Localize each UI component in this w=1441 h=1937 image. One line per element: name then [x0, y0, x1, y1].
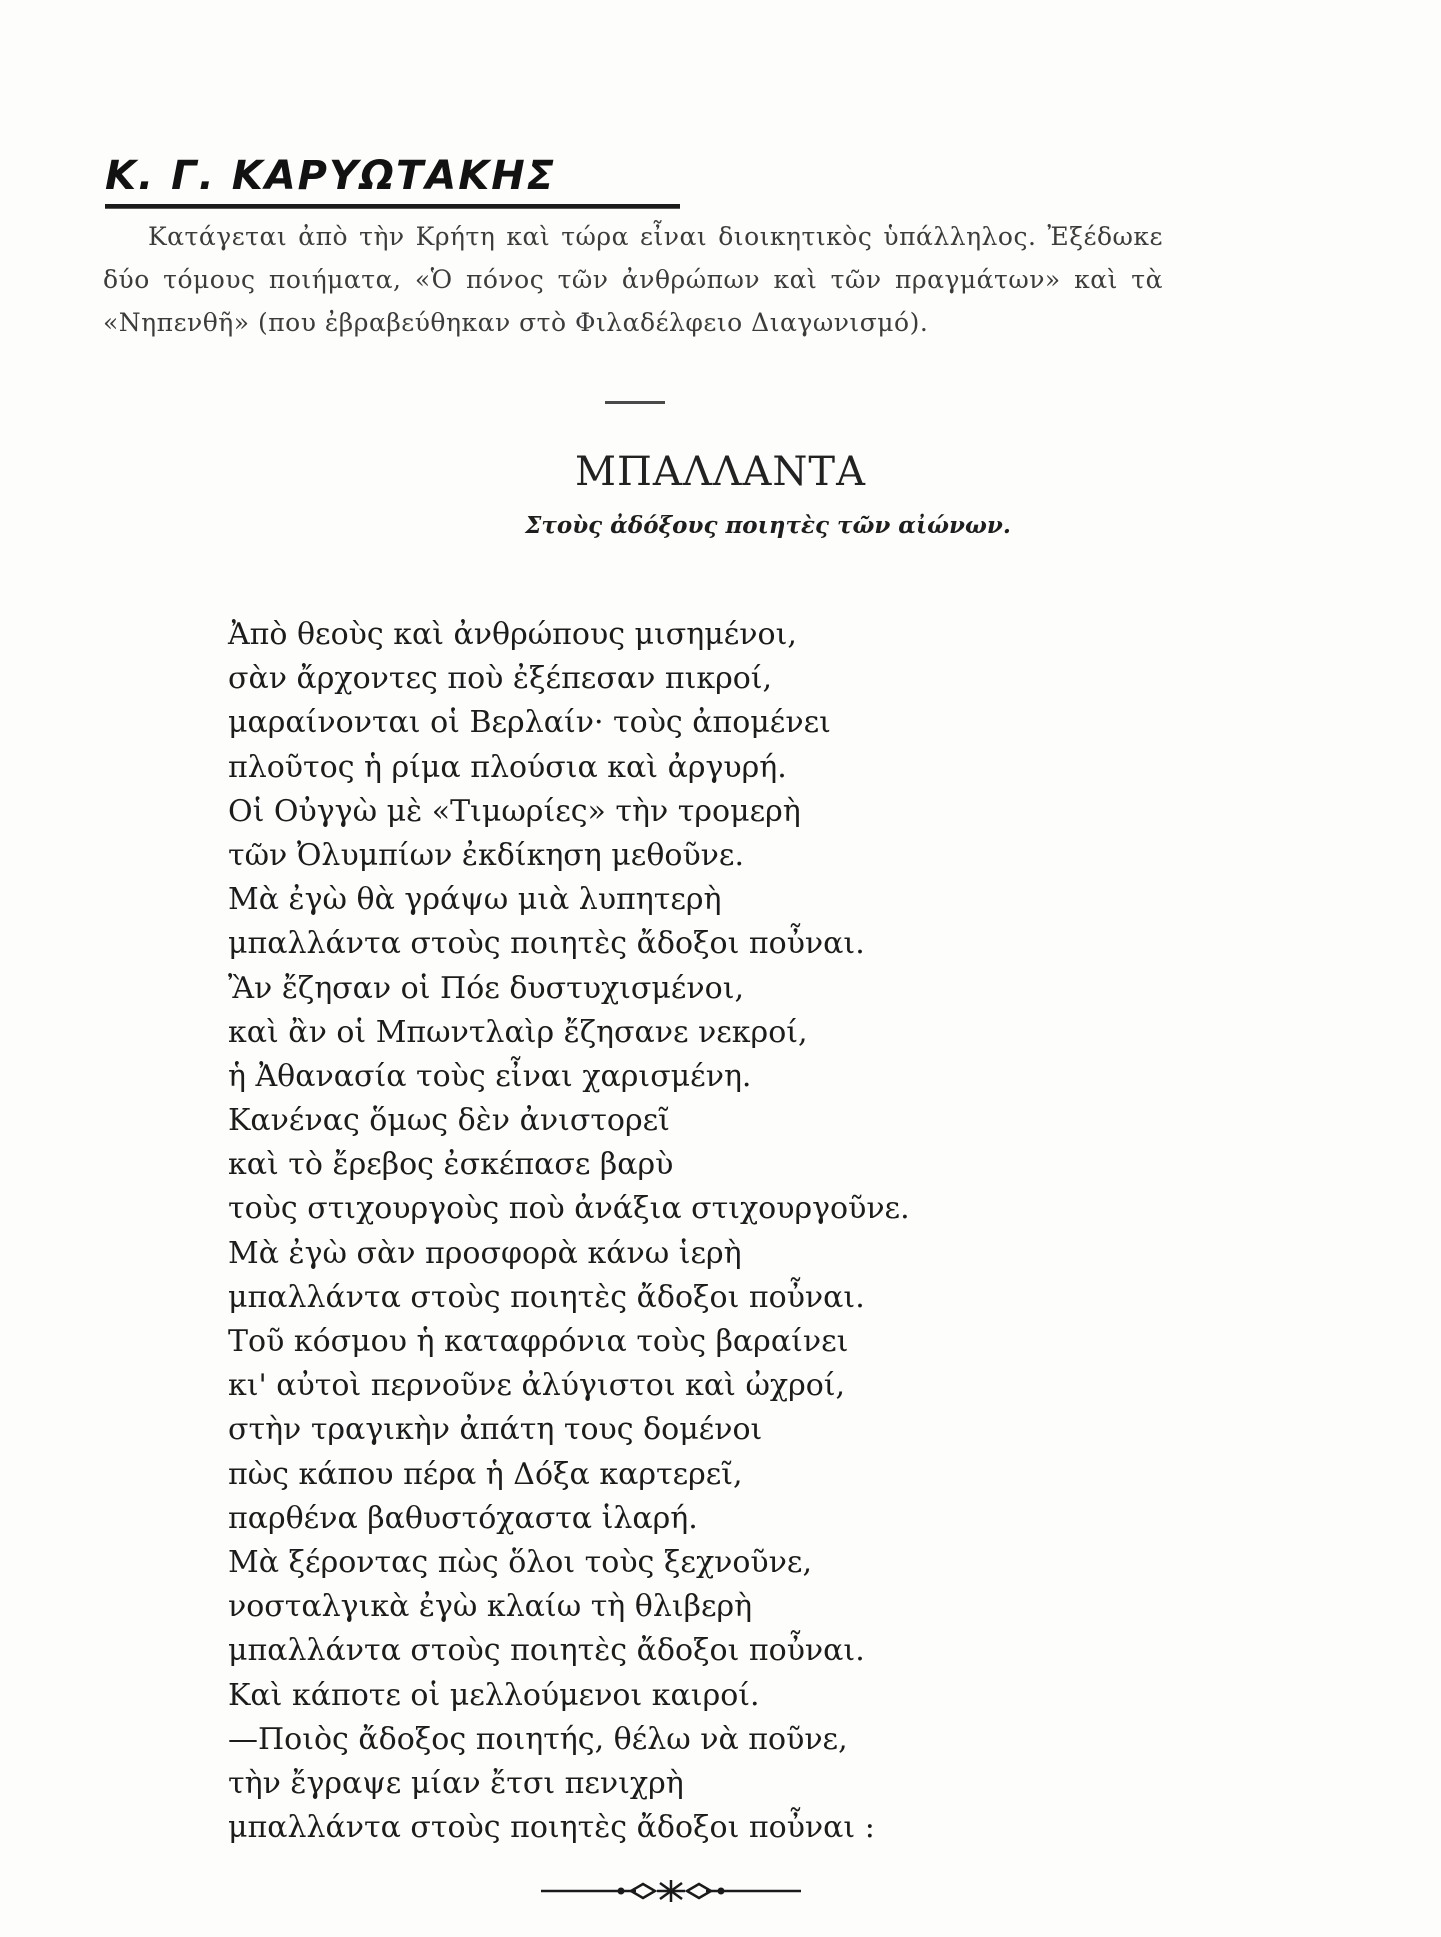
- poem-line: σὰν ἄρχοντες ποὺ ἐξέπεσαν πικροί,: [228, 661, 773, 697]
- poem-title: ΜΠΑΛΛΑΝΤΑ: [575, 449, 866, 495]
- author-name: Κ. Γ. ΚΑΡΥΩΤΑΚΗΣ: [105, 153, 557, 199]
- poem-line: παρθένα βαθυστόχαστα ἱλαρή.: [228, 1500, 698, 1536]
- poem-line: Μὰ ξέροντας πὼς ὅλοι τοὺς ξεχνοῦνε,: [228, 1544, 812, 1580]
- poem-line: στὴν τραγικὴν ἀπάτη τους δομένοι: [228, 1412, 763, 1448]
- section-divider: [605, 401, 665, 404]
- poem-line: Ἂν ἔζησαν οἱ Πόε δυστυχισμένοι,: [228, 970, 745, 1006]
- poem-line: καὶ τὸ ἔρεβος ἐσκέπασε βαρὺ: [228, 1147, 674, 1183]
- poem-line: Μὰ ἐγὼ σὰν προσφορὰ κάνω ἱερὴ: [228, 1235, 742, 1271]
- poem-line: πλοῦτος ἡ ρίμα πλούσια καὶ ἀργυρή.: [228, 749, 787, 785]
- author-header: [105, 152, 685, 209]
- poem-line: Μὰ ἐγὼ θὰ γράψω μιὰ λυπητερὴ: [228, 882, 722, 918]
- end-ornament: [541, 1880, 801, 1902]
- poem-line: μπαλλάντα στοὺς ποιητὲς ἄδοξοι ποὖναι.: [228, 926, 865, 962]
- poem-line: ἡ Ἀθανασία τοὺς εἶναι χαρισμένη.: [228, 1058, 752, 1094]
- poem-line: μπαλλάντα στοὺς ποιητὲς ἄδοξοι ποὖναι :: [228, 1810, 875, 1846]
- author-underline: [105, 204, 680, 209]
- poem-line: τῶν Ὀλυμπίων ἐκδίκηση μεθοῦνε.: [228, 837, 744, 873]
- poem-line: —Ποιὸς ἄδοξος ποιητής, θέλω νὰ ποῦνε,: [228, 1721, 848, 1757]
- author-bio: Κατάγεται ἀπὸ τὴν Κρήτη καὶ τώρα εἶναι διοικητικὸς ὑπάλληλος. Ἐξέδωκε δύο τόμους ποιήματα, «Ὁ πόνος τῶν ἀνθρώπων καὶ τῶν πραγμάτων» καὶ τὰ «Νηπενθῆ» (που ἐβραβεύθηκαν στὸ Φιλαδέλφειο Διαγωνισμό).: [103, 222, 1163, 337]
- poem-dedication: Στοὺς ἀδόξους ποιητὲς τῶν αἰώνων.: [525, 512, 1011, 539]
- poem-line: Οἱ Οὐγγὼ μὲ «Τιμωρίες» τὴν τρομερὴ: [228, 793, 801, 829]
- poem-line: Ἀπὸ θεοὺς καὶ ἀνθρώπους μισημένοι,: [228, 617, 797, 652]
- poem-line: πὼς κάπου πέρα ἡ Δόξα καρτερεῖ,: [228, 1456, 743, 1492]
- poem-line: καὶ ἂν οἱ Μπωντλαὶρ ἔζησανε νεκροί,: [228, 1014, 808, 1050]
- poem-line: κι' αὐτοὶ περνοῦνε ἀλύγιστοι καὶ ὠχροί,: [228, 1368, 846, 1404]
- poem-line: μαραίνονται οἱ Βερλαίν· τοὺς ἀπομένει: [228, 705, 831, 741]
- poem-line: νοσταλγικὰ ἐγὼ κλαίω τὴ θλιβερὴ: [228, 1589, 753, 1625]
- poem-line: μπαλλάντα στοὺς ποιητὲς ἄδοξοι ποὖναι.: [228, 1633, 865, 1669]
- poem-body: [228, 613, 1328, 1850]
- poem-line: τὴν ἔγραψε μίαν ἔτσι πενιχρὴ: [228, 1765, 684, 1801]
- poem-line: Κανένας ὅμως δὲν ἀνιστορεῖ: [228, 1103, 670, 1139]
- poem-line: Τοῦ κόσμου ἡ καταφρόνια τοὺς βαραίνει: [228, 1324, 849, 1359]
- poem-line: μπαλλάντα στοὺς ποιητὲς ἄδοξοι ποὖναι.: [228, 1279, 865, 1315]
- poem-line: Καὶ κάποτε οἱ μελλούμενοι καιροί.: [228, 1677, 760, 1713]
- poem-line: τοὺς στιχουργοὺς ποὺ ἀνάξια στιχουργοῦνε.: [228, 1191, 910, 1227]
